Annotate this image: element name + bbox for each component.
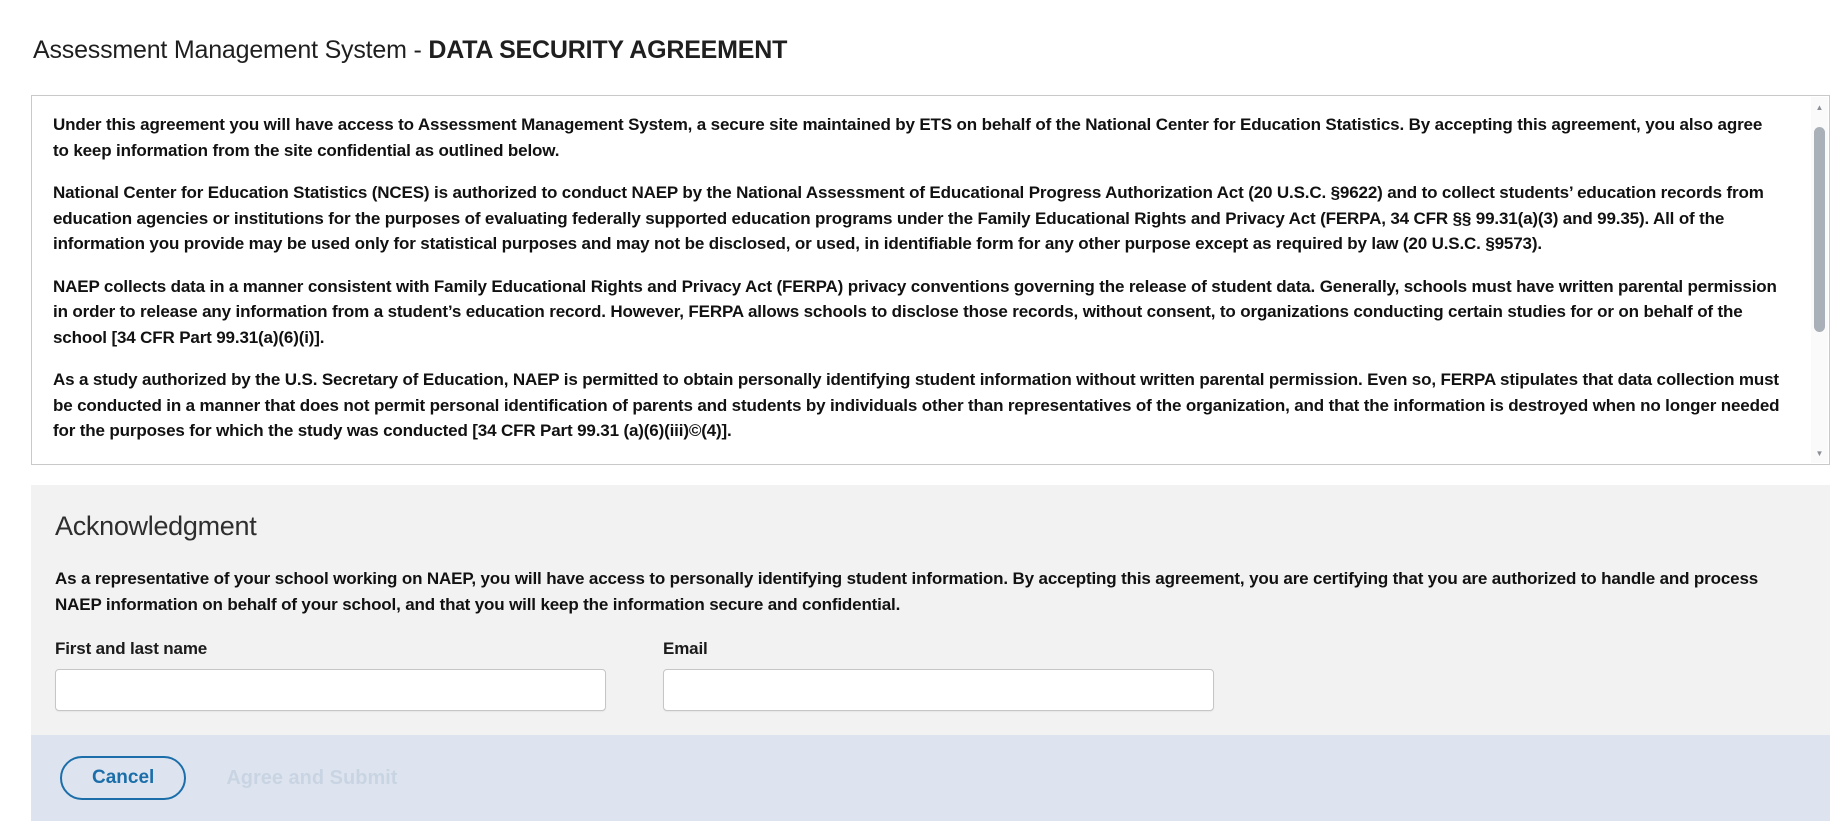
agreement-text — [32, 96, 1810, 464]
agreement-paragraph: As a study authorized by the U.S. Secretary of Education, NAEP is permitted to obtain personally identifying student information without written parental permission. Even so, FERPA stipulates that data collection must be conducted in a manner that does not permit personal identification of parents and students by individuals other than representatives of the organization, and that the information is destroyed when no longer needed for the purposes for which the study was conducted [34 CFR Part 99.31 (a)(6)(iii)©(4)]. — [53, 370, 1780, 440]
agreement-scrollbox — [31, 95, 1830, 465]
scroll-up-icon[interactable]: ▲ — [1815, 102, 1824, 112]
page-title — [33, 36, 787, 65]
agreement-paragraph: Under this agreement you will have access to Assessment Management System, a secure site maintained by ETS on behalf of the National Center for Education Statistics. By accepting this agreement, you also agree to keep information from the site confidential as outlined below. — [53, 115, 1763, 160]
page-title-app: Assessment Management System - — [33, 36, 429, 64]
scrollbar-thumb[interactable] — [1814, 127, 1825, 332]
form-fields-row — [55, 639, 1806, 711]
cancel-button[interactable]: Cancel — [60, 756, 186, 800]
agreement-paragraph: NAEP collects data in a manner consistent with Family Educational Rights and Privacy Act (FERPA) privacy conventions governing the release of student data. Generally, schools must have written parental permission in order to release any information from a student’s education record. However, FERPA allows schools to disclose those records, without consent, to organizations conducting certain studies for or on behalf of the school [34 CFR Part 99.31(a)(6)(i)]. — [53, 276, 1777, 347]
vertical-scrollbar[interactable] — [1811, 97, 1828, 463]
name-field-group — [55, 639, 606, 711]
page-title-agreement: DATA SECURITY AGREEMENT — [428, 36, 788, 64]
action-bar — [31, 735, 1830, 821]
email-input[interactable] — [663, 669, 1214, 711]
agreement-paragraph: National Center for Education Statistics (NCES) is authorized to conduct NAEP by the National Assessment of Educational Progress Authorization Act (20 U.S.C. §9622) and to collect students’ education records from education agencies or institutions for the purposes of evaluating federally supported education programs under the Family Educational Rights and Privacy Act (FERPA, 34 CFR §§ 99.31(a)(3) and 99.35). All of the information you provide may be used only for statistical purposes and may not be disclosed, or used, in identifiable form for any other purpose except as required by law (20 U.S.C. §9573). — [53, 183, 1764, 253]
acknowledgment-body: As a representative of your school working on NAEP, you will have access to personally identifying student information. By accepting this agreement, you are certifying that you are authorized to handle and process NAEP information on behalf of your school, and that you will keep the information secure and confidential. — [55, 569, 1759, 614]
email-field-group — [663, 639, 1214, 711]
scroll-down-icon[interactable]: ▼ — [1815, 448, 1824, 458]
agree-and-submit-button[interactable]: Agree and Submit — [220, 766, 403, 791]
email-field-label: Email — [663, 639, 708, 658]
name-field-label: First and last name — [55, 639, 208, 658]
name-input[interactable] — [55, 669, 606, 711]
acknowledgment-panel — [31, 485, 1830, 735]
acknowledgment-heading: Acknowledgment — [55, 511, 257, 541]
